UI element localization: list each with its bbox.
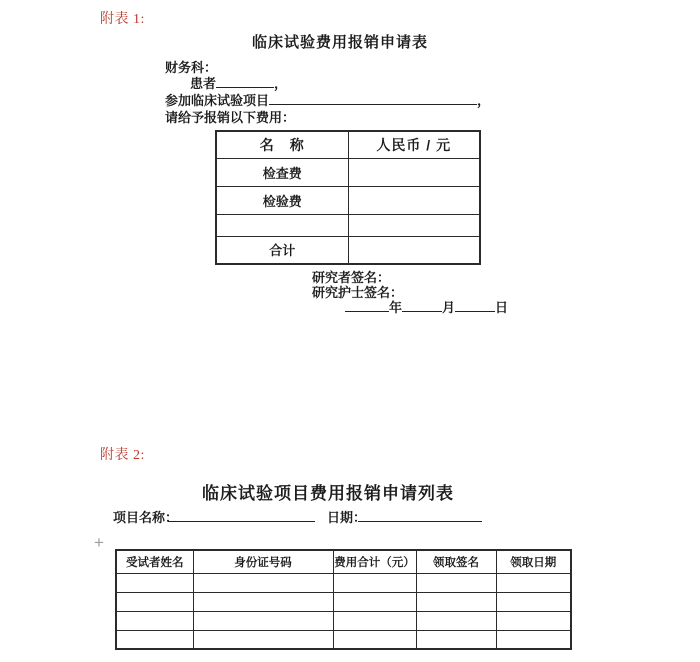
table-cell[interactable] xyxy=(116,592,193,611)
table-row xyxy=(216,214,480,236)
table-cell[interactable] xyxy=(193,573,333,592)
col-header-subject-name: 受试者姓名 xyxy=(116,550,193,573)
row-label-lab-fee: 检验费 xyxy=(216,186,348,214)
table-cell[interactable] xyxy=(496,592,571,611)
date-blank[interactable] xyxy=(358,508,482,522)
table-cell[interactable] xyxy=(116,630,193,649)
table-cell[interactable] xyxy=(193,630,333,649)
project-label: 参加临床试验项目 xyxy=(165,93,270,108)
day-blank[interactable] xyxy=(455,299,495,312)
patient-comma: ， xyxy=(274,76,288,91)
date-line xyxy=(345,297,508,316)
table-cell[interactable] xyxy=(333,573,416,592)
table-cell[interactable] xyxy=(496,630,571,649)
col-header-name: 名 称 xyxy=(216,131,348,158)
table-cell[interactable] xyxy=(333,592,416,611)
patient-name-blank[interactable] xyxy=(216,74,274,88)
row-label-empty[interactable] xyxy=(216,214,348,236)
expense-table xyxy=(215,130,481,265)
date-label: 日期： xyxy=(327,510,367,525)
year-blank[interactable] xyxy=(345,299,389,312)
table-cell[interactable] xyxy=(116,611,193,630)
amount-cell[interactable] xyxy=(348,186,480,214)
table-cell[interactable] xyxy=(416,630,496,649)
table-row xyxy=(216,186,480,214)
form1-request-line: 请给予报销以下费用： xyxy=(165,110,296,125)
table-cell[interactable] xyxy=(116,573,193,592)
table-row xyxy=(216,236,480,264)
year-unit: 年 xyxy=(389,300,403,315)
table-row xyxy=(216,158,480,186)
table-cell[interactable] xyxy=(416,592,496,611)
table-cell[interactable] xyxy=(193,611,333,630)
patient-label: 患者 xyxy=(190,76,217,91)
table-row xyxy=(116,573,571,592)
col-header-total-cost: 费用合计（元） xyxy=(333,550,416,573)
col-header-receipt-date: 领取日期 xyxy=(496,550,571,573)
day-unit: 日 xyxy=(495,300,509,315)
table-row xyxy=(116,630,571,649)
col-header-amount: 人民币 / 元 xyxy=(348,131,480,158)
month-unit: 月 xyxy=(442,300,456,315)
row-label-exam-fee: 检查费 xyxy=(216,158,348,186)
table-cell[interactable] xyxy=(496,573,571,592)
project-name-blank[interactable] xyxy=(168,508,315,522)
form1-salutation: 财务科： xyxy=(165,60,218,75)
table-cell[interactable] xyxy=(416,573,496,592)
appendix-1-label: 附表 1: xyxy=(100,12,145,27)
researcher-signature-label: 研究者签名： xyxy=(312,270,391,285)
table-cell[interactable] xyxy=(193,592,333,611)
table-cell[interactable] xyxy=(333,611,416,630)
col-header-id-number: 身份证号码 xyxy=(193,550,333,573)
amount-cell[interactable] xyxy=(348,236,480,264)
table-move-handle-icon[interactable]: + xyxy=(94,533,104,552)
table-cell[interactable] xyxy=(496,611,571,630)
reimbursement-list-table xyxy=(115,549,572,650)
project-name-label: 项目名称： xyxy=(113,510,179,525)
row-label-total: 合计 xyxy=(216,236,348,264)
amount-cell[interactable] xyxy=(348,214,480,236)
project-name-blank[interactable] xyxy=(269,91,477,105)
form2-title: 临床试验项目费用报销申请列表 xyxy=(202,484,454,503)
col-header-receipt-signature: 领取签名 xyxy=(416,550,496,573)
form1-title: 临床试验费用报销申请表 xyxy=(251,34,428,51)
table-row xyxy=(116,611,571,630)
month-blank[interactable] xyxy=(402,299,442,312)
amount-cell[interactable] xyxy=(348,158,480,186)
table-row xyxy=(116,592,571,611)
nurse-signature-label: 研究护士签名： xyxy=(312,285,404,300)
table-cell[interactable] xyxy=(416,611,496,630)
appendix-2-label: 附表 2: xyxy=(100,448,145,463)
expense-table-header-row xyxy=(216,131,480,158)
list-table-header-row xyxy=(116,550,571,573)
project-comma: ， xyxy=(477,93,491,108)
table-cell[interactable] xyxy=(333,630,416,649)
